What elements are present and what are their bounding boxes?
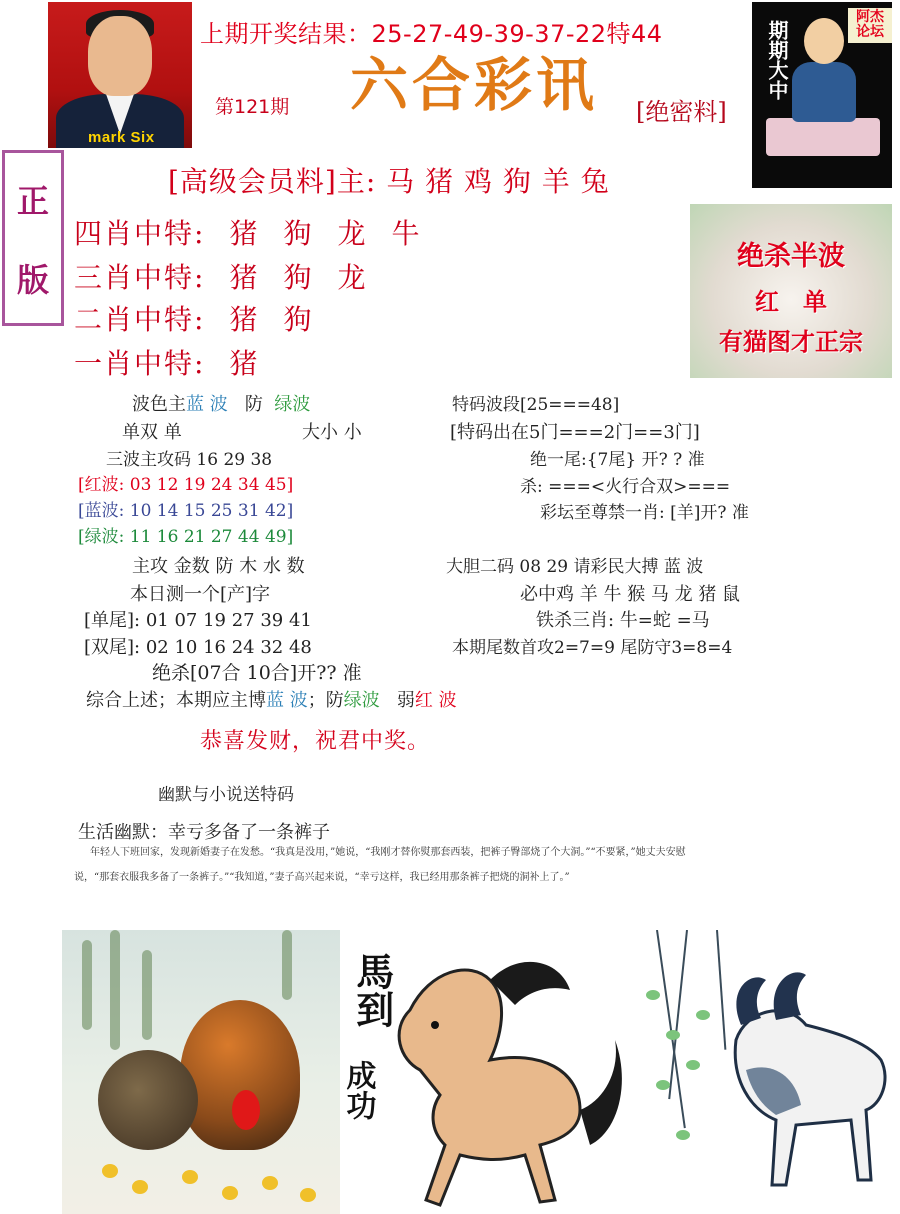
three-zodiac-pick	[74, 256, 391, 296]
pick-values: 猪狗龙牛	[229, 217, 446, 250]
page-title: 六合彩讯	[350, 51, 599, 119]
tail-plan: 本期尾数首攻2=7=9 尾防守3=8=4	[452, 638, 733, 658]
mark-six-logo: mark Six	[88, 129, 155, 146]
single-tail-numbers: [单尾]: 01 07 19 27 39 41	[84, 610, 312, 631]
joke-text-line-2: 说，“那套衣服我多备了一条裤子。”“我知道，”妻子高兴起来说，“幸亏这样，我已经用那条裤子把烧的洞补上了。”	[74, 872, 570, 883]
horse-calligraphy-1: 馬到	[349, 952, 394, 1028]
cat-image-box	[690, 204, 892, 378]
special-segment: 特码波段[25===48]	[452, 395, 620, 415]
page-subtitle: [绝密料]	[636, 98, 727, 126]
cat-caption-2: 红 单	[755, 288, 827, 316]
stamp-char-2: 版	[16, 260, 49, 299]
stamp-char-1: 正	[16, 181, 49, 220]
iron-kill-zodiac: 铁杀三肖: 牛=蛇 =马	[536, 610, 710, 631]
summary-line	[86, 686, 457, 712]
vip-zodiac-line: [高级会员料]主: 马 猪 鸡 狗 羊 兔	[168, 165, 610, 198]
summary-red: 红 波	[414, 690, 457, 711]
rooster-painting	[62, 930, 340, 1214]
pick-label: 二肖中特:	[74, 303, 206, 336]
goat-painting	[626, 930, 900, 1214]
wave-main-blue: 蓝 波	[186, 394, 228, 415]
one-zodiac-pick	[74, 342, 283, 382]
cartoon-image	[752, 2, 892, 188]
cat-caption-1: 绝杀半波	[737, 241, 845, 272]
forbidden-zodiac: 彩坛至尊禁一肖: [羊]开? 准	[540, 503, 749, 523]
today-character: 本日测一个[产]字	[130, 584, 271, 605]
joke-title: 生活幽默：幸亏多备了一条裤子	[78, 822, 330, 843]
green-wave-numbers: [绿波: 11 16 21 27 44 49]	[78, 527, 294, 547]
host-photo	[48, 2, 192, 148]
odd-even: 单双 单	[122, 422, 182, 443]
pick-values: 猪	[229, 347, 284, 380]
four-zodiac-pick	[74, 212, 445, 252]
summary-green: 绿波	[343, 690, 380, 711]
tail-one: 绝一尾:{7尾} 开? ? 准	[530, 450, 705, 470]
blue-wave-numbers: [蓝波: 10 14 15 25 31 42]	[78, 501, 294, 521]
attack-elements: 主攻 金数 防 木 水 数	[132, 556, 305, 577]
wave-guard-prefix: 防	[244, 394, 263, 415]
double-tail-numbers: [双尾]: 02 10 16 24 32 48	[84, 637, 312, 658]
humor-section-title: 幽默与小说送特码	[158, 785, 294, 805]
summary-blue: 蓝 波	[266, 690, 308, 711]
cartoon-caption-left: 期期大中	[765, 20, 789, 100]
horse-figure	[340, 930, 626, 1214]
joke-text-line-1: 年轻人下班回家，发现新婚妻子在发愁。“我真是没用，”她说，“我刚才替你熨那套西装，把裤子臀部烧了个大洞。”“不要紧，”她丈夫安慰	[90, 847, 686, 858]
wave-main-prefix: 波色主	[132, 394, 186, 415]
congrats-line: 恭喜发财，祝君中奖。	[200, 729, 431, 754]
wave-color-main	[132, 390, 310, 416]
bold-two-numbers: 大胆二码 08 29 请彩民大搏 蓝 波	[446, 557, 704, 577]
three-wave-numbers: 三波主攻码 16 29 38	[106, 450, 273, 470]
goat-figure	[626, 930, 900, 1214]
pick-label: 四肖中特:	[74, 217, 206, 250]
red-wave-numbers: [红波: 03 12 19 24 34 45]	[78, 475, 294, 495]
must-hit-zodiac: 必中鸡 羊 牛 猴 马 龙 猪 鼠	[520, 584, 741, 605]
pick-label: 一肖中特:	[74, 347, 206, 380]
special-door: [特码出在5门===2门==3门]	[450, 422, 700, 443]
summary-mid: ；防	[307, 690, 344, 711]
big-small: 大小 小	[302, 422, 362, 443]
kill-element: 杀: ===<火行合双>===	[520, 477, 731, 497]
horse-calligraphy-2: 成功	[340, 1060, 376, 1120]
wave-guard-green: 绿波	[274, 394, 311, 415]
last-draw-result: 上期开奖结果：25-27-49-39-37-22特44	[200, 20, 663, 48]
two-zodiac-pick	[74, 298, 337, 338]
pick-label: 三肖中特:	[74, 261, 206, 294]
authentic-stamp	[2, 150, 64, 326]
cartoon-caption-right: 阿杰论坛	[848, 8, 892, 43]
kill-combo: 绝杀[07合 10合]开?? 准	[152, 662, 362, 684]
cat-caption-3: 有猫图才正宗	[719, 328, 863, 356]
horse-drawing	[340, 930, 626, 1214]
issue-number: 第121期	[215, 96, 290, 118]
summary-prefix: 综合上述；本期应主博	[86, 690, 266, 711]
summary-weak: 弱	[396, 690, 415, 711]
pick-values: 猪狗	[229, 303, 338, 336]
pick-values: 猪狗龙	[229, 261, 392, 294]
